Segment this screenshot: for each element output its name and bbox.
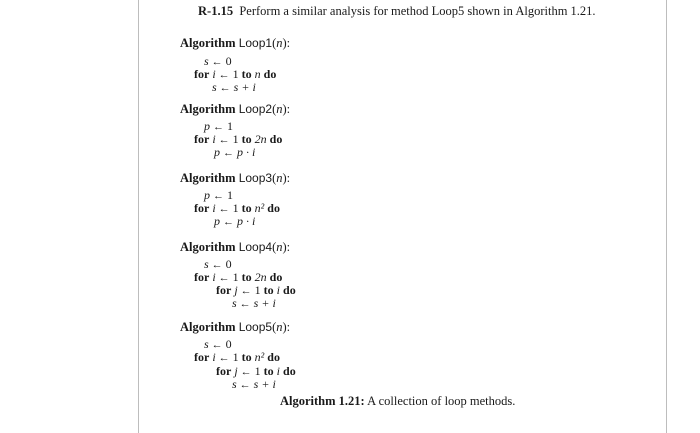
- algorithm-loop3-header: Algorithm Loop3(n):: [180, 171, 291, 185]
- algorithm-loop4-header: Algorithm Loop4(n):: [180, 240, 291, 254]
- loop1-line-3: s ← s + i: [212, 80, 256, 94]
- caption-label: Algorithm 1.21:: [280, 394, 365, 408]
- problem-statement: [198, 4, 596, 18]
- loop3-line-3: p ← p · i: [214, 214, 256, 228]
- caption-text: A collection of loop methods.: [367, 394, 516, 408]
- loop4-line-1: s ← 0: [204, 257, 232, 271]
- loop3-line-2: for i ← 1 to n² do: [194, 201, 280, 215]
- page-left-border: [138, 0, 139, 433]
- loop1-line-2: for i ← 1 to n do: [194, 67, 277, 81]
- algorithm-loop1-header: Algorithm Loop1(n):: [180, 36, 291, 50]
- loop5-line-3: for j ← 1 to i do: [216, 364, 296, 378]
- loop5-line-2: for i ← 1 to n² do: [194, 350, 280, 364]
- loop5-line-1: s ← 0: [204, 337, 232, 351]
- loop4-line-2: for i ← 1 to 2n do: [194, 270, 283, 284]
- loop2-line-3: p ← p · i: [214, 145, 256, 159]
- algorithm-loop2-header: Algorithm Loop2(n):: [180, 102, 291, 116]
- loop2-line-1: p ← 1: [204, 119, 233, 133]
- page-right-border: [666, 0, 667, 433]
- loop1-line-1: s ← 0: [204, 54, 232, 68]
- loop4-line-3: for j ← 1 to i do: [216, 283, 296, 297]
- loop2-line-2: for i ← 1 to 2n do: [194, 132, 283, 146]
- loop5-line-4: s ← s + i: [232, 377, 276, 391]
- algorithm-caption: [280, 394, 515, 408]
- loop3-line-1: p ← 1: [204, 188, 233, 202]
- problem-text: Perform a similar analysis for method Loop5 shown in Algorithm 1.21.: [239, 4, 596, 18]
- algorithm-loop5-header: Algorithm Loop5(n):: [180, 320, 291, 334]
- problem-number: R-1.15: [198, 4, 234, 18]
- loop4-line-4: s ← s + i: [232, 296, 276, 310]
